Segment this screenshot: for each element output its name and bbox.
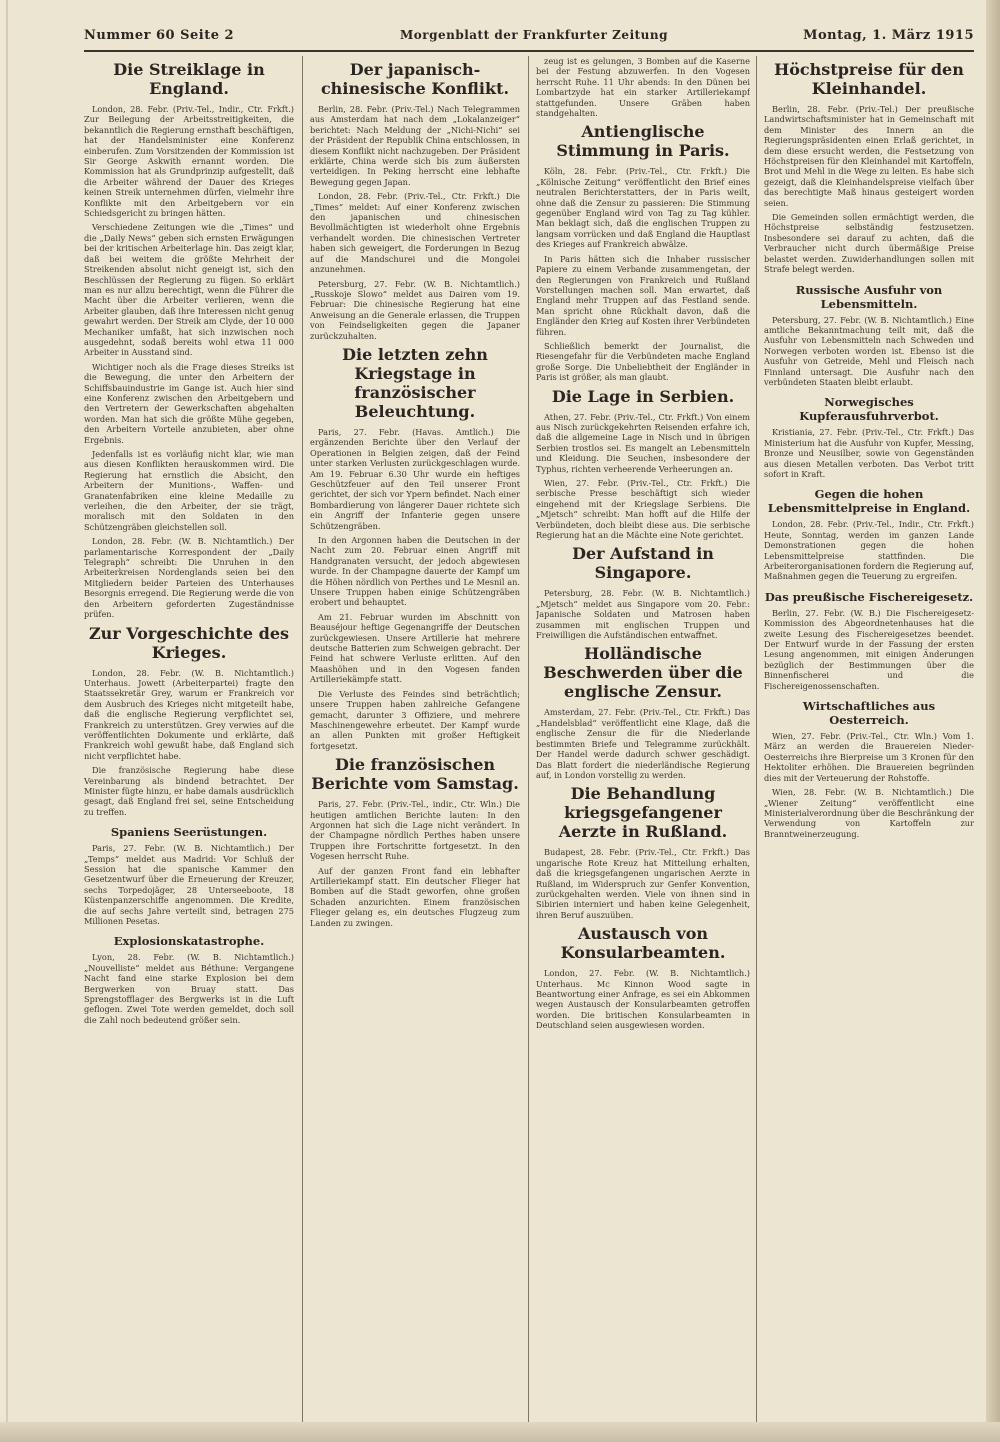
article-paragraph: Wien, 27. Febr. (Priv.-Tel., Ctr. Frkft.) Die serbische Presse beschäftigt sich wieder eingehend mit der Kriegslage Serbiens. Die „Mjetsch“ schreibt: Man hofft auf die Hilfe der Verbündeten, doch bleibt diese aus. Die serbische Regierung hat an die Mächte eine Note gerichtet. bbox=[536, 478, 750, 541]
article-paragraph: Die Gemeinden sollen ermächtigt werden, die Höchstpreise selbständig festzusetzen. Insbesondere sei darauf zu achten, daß die Verbraucher nicht durch übermäßige Preise belastet werden. Zuwiderhandlungen sollen mit Strafe belegt werden. bbox=[764, 212, 974, 275]
article-paragraph: Wien, 27. Febr. (Priv.-Tel., Ctr. Wln.) Vom 1. März an werden die Brauereien Nieder-Oesterreichs ihre Bierpreise um 3 Kronen für den Hektoliter erhöhen. Die Brauereien begründen dies mit der Verteuerung der Rohstoffe. bbox=[764, 731, 974, 783]
article-headline: Der Aufstand in Singapore. bbox=[572, 544, 714, 583]
article-paragraph: zeug ist es gelungen, 3 Bomben auf die Kaserne bei der Festung abzuwerfen. In den Vogesen herrscht Ruhe. 11 Uhr abends: In den Dünen bei Lombartzyde hat ein starker Artilleriekampf stattgefunden. Unsere Gräben haben standgehalten. bbox=[536, 56, 750, 119]
article-paragraph: Petersburg, 27. Febr. (W. B. Nichtamtlich.) Eine amtliche Bekanntmachung teilt mit, daß die Ausfuhr von Lebensmitteln nach Schweden und Norwegen verboten worden ist. Ebenso ist die Ausfuhr von Getreide, Mehl und Fleisch nach Finnland untersagt. Die Ausfuhr nach den verbündeten Staaten bleibt erlaubt. bbox=[764, 314, 974, 387]
article-subheadline: Explosionskatastrophe. bbox=[113, 934, 265, 949]
article-subheadline: Norwegisches Kupferausfuhrverbot. bbox=[799, 395, 939, 424]
article-paragraph: London, 28. Febr. (Priv.-Tel., Indir., Ctr. Frkft.) Zur Beilegung der Arbeitsstreitigkeiten, die bekanntlich die Regierung ernsthaft beschäftigen, hat der Handelsminister eine Konferenz einberufen. Zum Vorsitzenden der Kommission ist Sir George Askwith ernannt worden. Die Kommission hat als Grundprinzip aufgestellt, daß die Arbeiter während der Dauer des Krieges keinen Streik unternehmen dürfen, vielmehr ihre Konflikte mit den Arbeitgebern vor ein Schiedsgericht zu bringen hätten. bbox=[84, 104, 294, 219]
article-paragraph: Petersburg, 27. Febr. (W. B. Nichtamtlich.) „Russkoje Slowo“ meldet aus Dairen vom 19. Februar: Die chinesische Regierung hat eine Anweisung an die Generale erlassen, die Truppen von Feindseligkeiten gegen die Japaner zurückzuhalten. bbox=[310, 278, 520, 341]
article-paragraph: Paris, 27. Febr. (Havas. Amtlich.) Die ergänzenden Berichte über den Verlauf der Operationen in Belgien zeigen, daß der Feind unter starken Verlusten zurückgeschlagen wurde. Am 19. Februar 6.30 Uhr wurde ein heftiges Geschützfeuer auf den Teil unserer Front gerichtet, der sich vor Ypern befindet. Nach einer Bombardierung von längerer Dauer richtete sich ein Angriff der Infanterie gegen unsere Schützengräben. bbox=[310, 426, 520, 531]
column-2 bbox=[310, 56, 520, 1422]
page-fold bbox=[6, 0, 8, 1442]
article-paragraph: Paris, 27. Febr. (W. B. Nichtamtlich.) Der „Temps“ meldet aus Madrid: Vor Schluß der Session hat die spanische Kammer den Gesetzentwurf über die Erneuerung der Kreuzer, sechs Torpedojäger, 28 Unterseeboote, 18 Küstenpanzerschiffe angenommen. Die Kredite, die auf sechs Jahre verteilt sind, betragen 275 Millionen Pesetas. bbox=[84, 843, 294, 927]
article-paragraph: Am 21. Februar wurden im Abschnitt von Beauséjour heftige Gegenangriffe der Deutschen zurückgewiesen. Unsere Artillerie hat mehrere deutsche Batterien zum Schweigen gebracht. Der Feind hat schwere Verluste erlitten. Auf den Maashöhen und in den Vogesen fanden Artilleriekämpfe statt. bbox=[310, 611, 520, 685]
article-paragraph: Schließlich bemerkt der Journalist, die Riesengefahr für die Verbündeten mache England große Sorge. Die Unbeliebtheit der Engländer in Paris ist größer, als man glaubt. bbox=[536, 340, 750, 383]
article-headline: Zur Vorgeschichte des Krieges. bbox=[88, 623, 290, 662]
article-paragraph: London, 28. Febr. (W. B. Nichtamtlich.) Der parlamentarische Korrespondent der „Daily Telegraph“ schreibt: Die Unruhen in den Arbeiterkreisen Nordenglands seien bei den Mitgliedern beider Parteien des Unterhauses Besorgnis erregend. Die Regierung werde die von den Arbeitern geforderten Zugeständnisse prüfen. bbox=[84, 536, 294, 620]
article-headline: Die französischen Berichte vom Samstag. bbox=[311, 755, 519, 794]
newspaper-name: Morgenblatt der Frankfurter Zeitung bbox=[399, 28, 669, 42]
article-headline: Holländische Beschwerden über die englische Zensur. bbox=[543, 644, 743, 702]
page-edge-right bbox=[986, 0, 1000, 1442]
article-paragraph: Jedenfalls ist es vorläufig nicht klar, wie man aus diesen Konflikten herauskommen wird. Die Regierung hat ernstlich die Absicht, den Arbeitern der Munitions-, Waffen- und Granatenfabriken eine kleine Medaille zu verleihen, die den Arbeiter, der sie trägt, moralisch mit den Soldaten in den Schützengräben gleichstellen soll. bbox=[84, 449, 294, 532]
article-paragraph: Die Verluste des Feindes sind beträchtlich; unsere Truppen haben zahlreiche Gefangene gemacht, darunter 3 Offiziere, und mehrere Maschinengewehre erbeutet. Der Kampf wurde an allen Punkten mit großer Heftigkeit fortgesetzt. bbox=[310, 688, 520, 751]
masthead bbox=[84, 26, 974, 48]
article-paragraph: Wien, 28. Febr. (W. B. Nichtamtlich.) Die „Wiener Zeitung“ veröffentlicht eine Ministerialverordnung über die Beschränkung der Verwendung von Kartoffeln zur Branntweinerzeugung. bbox=[764, 787, 974, 839]
article-paragraph: London, 28. Febr. (Priv.-Tel., Ctr. Frkft.) Die „Times“ meldet: Auf einer Konferenz zwischen den japanischen und chinesischen Bevollmächtigten ist wiederholt ohne Ergebnis verhandelt worden. Die chinesischen Vertreter haben sich geweigert, die Forderungen in Bezug auf die Mandschurei und die Mongolei anzunehmen. bbox=[310, 191, 520, 275]
article-paragraph: Paris, 27. Febr. (Priv.-Tel., indir., Ctr. Wln.) Die heutigen amtlichen Berichte lauten: In den Argonnen hat sich die Lage nicht verändert. In der Champagne nördlich Perthes haben unsere Truppen ihre Fortschritte fortgesetzt. In den Vogesen herrscht Ruhe. bbox=[310, 799, 520, 862]
article-paragraph: Lyon, 28. Febr. (W. B. Nichtamtlich.) „Nouvelliste“ meldet aus Béthune: Vergangene Nacht fand eine starke Explosion bei dem Bergwerken von Bruay statt. Das Sprengstofflager des Bergwerks ist in die Luft geflogen. Zwei Tote werden gemeldet, doch soll die Zahl noch bedeutend größer sein. bbox=[84, 952, 294, 1025]
article-headline: Der japanisch-chinesische Konflikt. bbox=[320, 60, 510, 98]
article-paragraph: Athen, 27. Febr. (Priv.-Tel., Ctr. Frkft.) Von einem aus Nisch zurückgekehrten Reisenden erfahre ich, daß die allgemeine Lage in Nisch und in übrigen Serbien trostlos sei. Es mangelt an Lebensmitteln und Kleidung. Die Seuchen, insbesondere der Typhus, richten verheerende Verheerungen an. bbox=[536, 411, 750, 474]
page-edge-bottom bbox=[0, 1422, 1000, 1442]
article-headline: Die Lage in Serbien. bbox=[551, 386, 735, 406]
article-headline: Höchstpreise für den Kleinhandel. bbox=[774, 60, 964, 98]
article-headline: Die letzten zehn Kriegstage in französischer Beleuchtung. bbox=[342, 344, 488, 421]
article-headline: Die Behandlung kriegsgefangener Aerzte in Rußland. bbox=[558, 784, 728, 842]
column-divider bbox=[302, 56, 303, 1422]
article-paragraph: Berlin, 27. Febr. (W. B.) Die Fischereigesetz-Kommission des Abgeordnetenhauses hat die zweite Lesung des Fischereigesetzes beendet. Der Entwurf wurde in der Fassung der ersten Lesung angenommen, mit einigen Änderungen bezüglich der Bestimmungen über die Binnenfischerei und die Fischereigenossenschaften. bbox=[764, 607, 974, 691]
column-4 bbox=[764, 56, 974, 1422]
article-headline: Antienglische Stimmung in Paris. bbox=[556, 122, 730, 161]
masthead-rule bbox=[84, 50, 974, 52]
article-paragraph: Wichtiger noch als die Frage dieses Streiks ist die Bewegung, die unter den Arbeitern der Schiffsbauindustrie im Gange ist. Auch hier sind eine Konferenz zwischen den Arbeitgebern und den Vertretern der Gewerkschaften abgehalten worden. Man hat sich die größte Mühe gegeben, den Arbeitern Vorteile anzubieten, aber ohne Ergebnis. bbox=[84, 361, 294, 445]
article-paragraph: Petersburg, 28. Febr. (W. B. Nichtamtlich.) „Mjetsch“ meldet aus Singapore vom 20. Febr.: Japanische Soldaten und Matrosen haben zusammen mit englischen Truppen und Freiwilligen die Aufständischen entwaffnet. bbox=[536, 588, 750, 641]
article-paragraph: In Paris hätten sich die Inhaber russischer Papiere zu einem Verbande zusammengetan, der den Regierungen von Frankreich und Rußland Vorstellungen machen soll. Man erwartet, daß England mehr Truppen auf das Festland sende. Man spricht ohne Rückhalt davon, daß die Engländer den Krieg auf Kosten ihrer Verbündeten führen. bbox=[536, 253, 750, 337]
article-paragraph: Budapest, 28. Febr. (Priv.-Tel., Ctr. Frkft.) Das ungarische Rote Kreuz hat Mitteilung erhalten, daß die kriegsgefangenen ungarischen Aerzte in Rußland, im Widerspruch zur Genfer Konvention, zurückgehalten werden. Viele von ihnen sind in Sibirien interniert und haben keine Gelegenheit, ihren Beruf auszuüben. bbox=[536, 847, 750, 920]
column-divider bbox=[756, 56, 757, 1422]
column-1 bbox=[84, 56, 294, 1422]
article-paragraph: London, 28. Febr. (W. B. Nichtamtlich.) Unterhaus. Jowett (Arbeiterpartei) fragte den Staatssekretär Grey, warum er Frankreich vor dem Ausbruch des Krieges nicht mitgeteilt habe, daß die englische Regierung verpflichtet sei, Frankreich zu unterstützen. Grey verwies auf die veröffentlichten Dokumente und erklärte, daß Frankreich wohl gewußt habe, daß England sich nicht verpflichtet habe. bbox=[84, 667, 294, 761]
article-subheadline: Spaniens Seerüstungen. bbox=[110, 825, 268, 840]
article-paragraph: London, 28. Febr. (Priv.-Tel., Indir., Ctr. Frkft.) Heute, Sonntag, werden im ganzen Lande Demonstrationen gegen die hohen Lebensmittelpreise stattfinden. Die Arbeiterorganisationen fordern die Regierung auf, Maßnahmen gegen die Teuerung zu ergreifen. bbox=[764, 519, 974, 582]
article-paragraph: Amsterdam, 27. Febr. (Priv.-Tel., Ctr. Frkft.) Das „Handelsblad“ veröffentlicht eine Klage, daß die englische Zensur die für die Niederlande bestimmten Briefe und Telegramme zurückhält. Der Handel werde dadurch schwer geschädigt. Das Blatt fordert die niederländische Regierung auf, in London vorstellig zu werden. bbox=[536, 707, 750, 780]
article-paragraph: Köln, 28. Febr. (Priv.-Tel., Ctr. Frkft.) Die „Kölnische Zeitung“ veröffentlicht den Brief eines neutralen Berichterstatters, der in Paris weilt, ohne daß die Zensur zu passieren: Die Stimmung gegenüber England wird von Tag zu Tag kühler. Man beklagt sich, daß die englischen Truppen zu langsam vorrücken und daß England die Hauptlast des Krieges auf Frankreich abwälze. bbox=[536, 166, 750, 250]
column-3 bbox=[536, 56, 750, 1422]
article-subheadline: Wirtschaftliches aus Oesterreich. bbox=[802, 699, 936, 728]
article-paragraph: Berlin, 28. Febr. (Priv.-Tel.) Nach Telegrammen aus Amsterdam hat nach dem „Lokalanzeiger“ berichtet: Nach Meldung der „Nichi-Nichi“ sei der Präsident der Republik China entschlossen, in diesem Konflikt nicht nachzugeben. Der Präsident erklärte, China werde sich bis zum äußersten verteidigen. In Peking herrscht eine lebhafte Bewegung gegen Japan. bbox=[310, 104, 520, 187]
article-paragraph: Kristiania, 27. Febr. (Priv.-Tel., Ctr. Frkft.) Das Ministerium hat die Ausfuhr von Kupfer, Messing, Bronze und Neusilber, sowie von Gegenständen aus diesen Metallen verboten. Das Verbot tritt sofort in Kraft. bbox=[764, 427, 974, 479]
article-headline: Austausch von Konsularbeamten. bbox=[560, 924, 726, 963]
article-subheadline: Gegen die hohen Lebensmittelpreise in England. bbox=[767, 487, 971, 516]
article-paragraph: Verschiedene Zeitungen wie die „Times“ und die „Daily News“ geben sich ernsten Erwägungen bei der kritischen Arbeiterlage hin. Das zeigt klar, daß bei weitem die größte Mehrheit der Streikenden absolut nicht geneigt ist, sich den Beschlüssen der Regierung zu fügen. So erklärt man es nur allzu berechtigt, wenn die Führer die Macht über die Arbeiter verlieren, wenn die Arbeiter glauben, daß ihre Interessen nicht genug gewahrt werden. Der Streik am Clyde, der 10 000 Mechaniker umfaßt, hat sich inzwischen noch ausgedehnt, sodaß bereits wohl etwa 11 000 Arbeiter in Ausstand sind. bbox=[84, 222, 294, 358]
article-subheadline: Russische Ausfuhr von Lebensmitteln. bbox=[795, 282, 943, 311]
article-subheadline: Das preußische Fischereigesetz. bbox=[764, 589, 974, 604]
article-paragraph: In den Argonnen haben die Deutschen in der Nacht zum 20. Februar einen Angriff mit Handgranaten versucht, der jedoch abgewiesen wurde. In der Champagne dauerte der Kampf um die Höhen nördlich von Perthes und Le Mesnil an. Unsere Truppen haben einige Schützengräben erobert und behauptet. bbox=[310, 535, 520, 608]
article-paragraph: Berlin, 28. Febr. (Priv.-Tel.) Der preußische Landwirtschaftsminister hat in Gemeinschaft mit dem Minister des Innern an die Regierungspräsidenten einen Erlaß gerichtet, in dem diese ersucht werden, die Festsetzung von Höchstpreisen für den Kleinhandel mit Kartoffeln, Brot und Mehl in die Wege zu leiten. Es habe sich gezeigt, daß die Kleinhandelspreise vielfach über das berechtigte Maß hinaus gesteigert worden seien. bbox=[764, 104, 974, 208]
issue-number: Nummer 60 Seite 2 bbox=[84, 28, 235, 43]
article-headline: Die Streiklage in England. bbox=[113, 60, 265, 98]
article-paragraph: Auf der ganzen Front fand ein lebhafter Artilleriekampf statt. Ein deutscher Flieger hat Bomben auf die Stadt geworfen, ohne großen Schaden anzurichten. Einem französischen Flieger gelang es, ein deutsches Flugzeug zum Landen zu zwingen. bbox=[310, 865, 520, 928]
article-paragraph: Die französische Regierung habe diese Vereinbarung als bindend betrachtet. Der Minister fügte hinzu, er habe damals ausdrücklich gesagt, daß England frei sei, seine Entscheidung zu treffen. bbox=[84, 765, 294, 817]
article-paragraph: London, 27. Febr. (W. B. Nichtamtlich.) Unterhaus. Mc Kinnon Wood sagte in Beantwortung einer Anfrage, es sei ein Abkommen wegen Austausch der Konsularbeamten getroffen worden. Die britischen Konsularbeamten in Deutschland seien ausgewiesen worden. bbox=[536, 968, 750, 1031]
issue-date: Montag, 1. März 1915 bbox=[803, 28, 974, 43]
column-divider bbox=[528, 56, 529, 1422]
